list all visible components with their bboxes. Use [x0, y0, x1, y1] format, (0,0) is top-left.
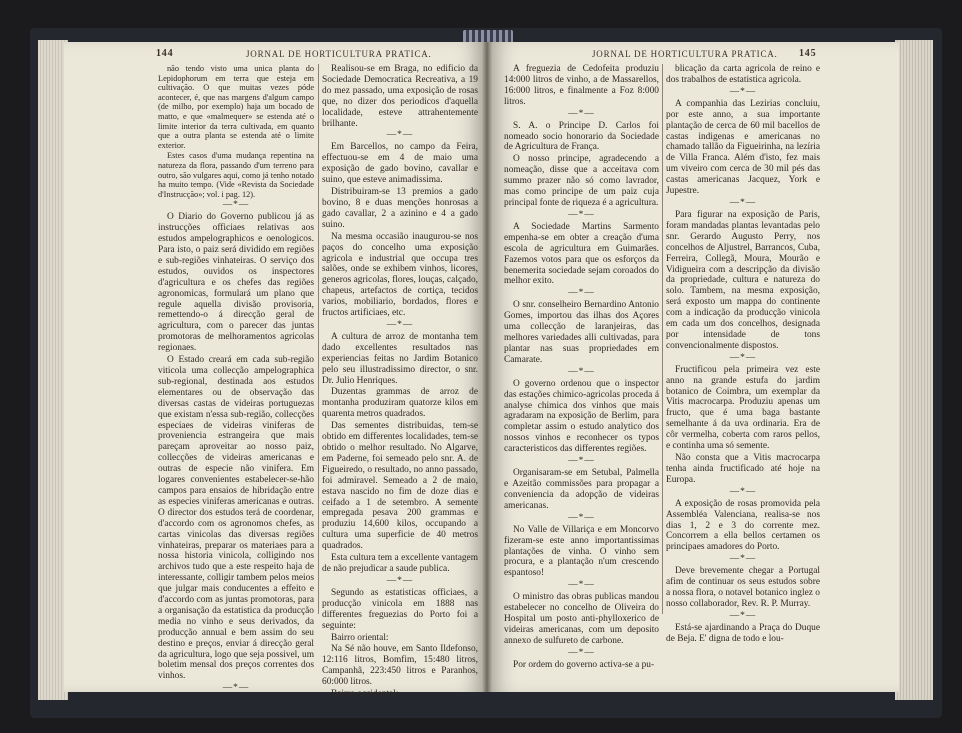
paragraph: Bairro oriental: [331, 632, 389, 643]
section-separator: —*— [729, 197, 757, 208]
paragraph: A exposição de rosas promovida pela Assembléa Valenciana, realisa-se nos dias 1, 2 e 3 do corrente mez. Concorrem a ella bellos certamen os principaes amadores do Porto. [666, 498, 820, 553]
paragraph: O nosso principe, agradecendo a nomeação, disse que a acceitava com summo prazer não só como lavrador, mas como principe de um paiz cuja principal fonte de riqueza é a agricultura. [504, 154, 659, 208]
paragraph: não tendo visto uma unica planta do Lepidophorum em terra que esteja em cultivação. O que muitas vezes póde acontecer, é, que nas margens d'algum campo (de milho, por exemplo) haja um bocado de matto, e que «malmequer» se estenda até o limite interior da terra cultivada, em quanto que a outra planta se estenda até o limite exterior. [158, 64, 314, 150]
left-page-column-1 [158, 64, 314, 694]
paragraph: Não consta que a Vitis macrocarpa tenha ainda fructificado até hoje na Europa. [666, 453, 820, 485]
right-page-edges [895, 40, 933, 700]
paragraph: Fructificou pela primeira vez este anno na grande estufa do jardim botanico de Coimbra, um exemplar da Vitis macrocarpa. Produziu apenas um fructo, que é uma baga bastante semelhante á da uva ordinaria. Era de côr vermelha, coberta com raros pellos, e continha uma só semente. [666, 364, 820, 452]
section-separator: —*— [568, 366, 595, 377]
section-separator: —*— [568, 512, 595, 523]
paragraph: Por ordem do governo activa-se a pu- [513, 659, 655, 670]
paragraph: Das sementes distribuidas, tem-se obtido em differentes localidades, tem-se obtido o melhor resultado. No Algarve, em Paderne, foi semeado pelo snr. A. de Figueiredo, o resultado, no anno passado, foi admiravel. Semeado a 2 de maio, estava nascido no fim de doze dias e ceifado a 1 de setembro. A semente empregada pesava 200 grammas e produziu 14,600 kilos, occupando a cultura uma superficie de 40 metros quadrados. [322, 421, 478, 552]
section-separator: —*— [568, 108, 595, 119]
section-separator: —*— [568, 456, 595, 467]
paragraph: Está-se ajardinando a Praça do Duque de Beja. E' digna de todo e lou- [666, 622, 820, 644]
paragraph: Em Barcellos, no campo da Feira, effectuou-se em 4 de maio uma exposição de gado bovino, cavallar e suino, que esteve animadissima. [322, 142, 478, 186]
paragraph: Segundo as estatisticas officiaes, a producção vinicola em 1888 nas differentes freguezias do Porto foi a seguinte: [322, 587, 478, 631]
paragraph: O Estado creará em cada sub-região viticola uma collecção ampelographica sub-regional, destinada aos estudos elementares ou de observação das diversas castas de videiras portuguezas que existam n'essa sub-região, collecções especiaes de videiras viniferas de proveniencia estrangeira que mais pareçam aproveitar ao nosso paiz, collecções de videiras americanas e outras de especie não vinifera. Em logares convenientes estabelecer-se-hão campos para ensaios de hibridação entre as especies viniferas americanas e outras. O director dos estudos terá de coordenar, d'accordo com os agronomos chefes, as cartas vinicolas das diversas regiões vinhateiras, preparar os materiaes para a nossa historia vinicola, colligindo nos archivos tudo que a este respeito haja de interessante, colligir tambem pelos meios que julgar mais conducentes a effeito e d'accordo com as juntas promotoras, para a organisação da estatistica da producção media no vinho e seus derivados, da producção annual e bem assim do seu destino e preços, enviar á direcção geral da agricultura, logo que seja possivel, um boletim mensal dos preços correntes dos vinhos. [158, 355, 314, 682]
section-separator: —*— [729, 554, 757, 565]
paragraph: O Diario do Governo publicou já as instrucções officiaes relativas aos estudos ampelographicos e oenologicos. Para isto, o paiz será dividido em regiões e sub-regiões vinhateiras. O serviço dos estudos, ouvidos os inspectores d'agricultura e os chefes das regiões agronomicas, formulará um plano que regule aquella divisão provisoria, remettendo-o á direcção geral de agricultura, com o parecer das juntas promotoras de melhoramentos agricolas regionaes. [158, 212, 314, 354]
paragraph: A Sociedade Martins Sarmento empenha-se em obter a creação d'uma escola de agricultura em Guimarães. Fazemos votos para que os esforços da benemerita sociedade sejam coroados do melhor exito. [504, 221, 659, 287]
section-separator: —*— [568, 288, 595, 299]
paragraph: blicação da carta agricola de reino e dos trabalhos de estatistica agricola. [666, 64, 820, 85]
paragraph: S. A. o Principe D. Carlos foi nomeado socio honorario da Sociedade de Agricultura de França. [504, 120, 659, 153]
section-separator: —*— [222, 683, 250, 694]
paragraph: Organisaram-se em Setubal, Palmella e Azeitão commissões para propagar a conveniencia da adopção de videiras americanas. [504, 468, 659, 511]
left-page-column-2 [322, 64, 478, 700]
section-separator: —*— [568, 647, 595, 658]
paragraph: Distribuiram-se 13 premios a gado bovino, 8 e duas menções honrosas a gado cavallar, 2 a azinino e 4 a gado suino. [322, 187, 478, 230]
paragraph: O ministro das obras publicas mandou estabelecer no concelho de Oliveira do Hospital um posto anti-phylloxerico de videiras americanas, com um deposito annexo de sulfureto de carbone. [504, 592, 659, 646]
right-running-title: JORNAL DE HORTICULTURA PRATICA. [592, 49, 778, 59]
left-column-rule [318, 64, 319, 614]
section-separator: —*— [729, 486, 757, 497]
section-separator: —*— [729, 86, 757, 97]
right-page-column-1 [504, 64, 659, 670]
paragraph: Deve brevemente chegar a Portugal afim de continuar os seus estudos sobre a nossa flora, o notavel botanico inglez o nosso collaborador, Rev. R. P. Murray. [666, 566, 820, 609]
section-separator: —*— [386, 130, 414, 141]
paragraph: Para figurar na exposição de Paris, foram mandadas plantas levantadas pelo snr. Gerardo Augusto Perry, nos concelhos de Aljustrel, Barrancos, Cuba, Ferreira, Collegã, Moura, Mourão e Vidigueira com a descripção da divisão da propriedade, cultura e natureza do solo. Tambem, na mesma exposição, será exposto um mappa do continente com a indicação da producção vinicola em cada um dos concelhos, designada por intensidade de tons convencionalmente dispostos. [666, 209, 820, 351]
paragraph: O governo ordenou que o inspector das estações chimico-agricolas proceda á analyse chimica dos vinhos que mais agradaram na exposição de Berlim, para completar assim o estudo analytico dos nossos vinhos e reconhecer os typos caracteristicos das differentes regiões. [504, 378, 659, 455]
right-page-number: 145 [799, 48, 817, 59]
paragraph: O snr. conselheiro Bernardino Antonio Gomes, importou das ilhas dos Açores uma collecção de laranjeiras, das melhores variedades alli cultivadas, para plantar nas suas propriedades em Camarate. [504, 300, 659, 365]
paragraph: No Valle de Villariça e em Moncorvo fizeram-se este anno importantissimas plantações de vinha. O vinho sem procura, e a plantação n'um crescendo espantoso! [504, 524, 659, 579]
section-separator: —*— [568, 580, 595, 591]
left-running-title: JORNAL DE HORTICULTURA PRATICA. [246, 49, 432, 59]
section-separator: —*— [386, 319, 414, 330]
paragraph: Bairro occidental: [331, 689, 399, 700]
section-separator: —*— [568, 209, 595, 220]
paragraph: Na Sé não houve, em Santo Ildefonso, 12:116 litros, Bomfim, 15:480 litros, Campanhã, 223:450 litros e Paranhos, 60:000 litros. [322, 644, 478, 688]
right-page-header [592, 48, 822, 62]
paragraph: A cultura de arroz de montanha tem dado excellentes resultados nas experiencias feitas no Jardim Botanico pelo seu illustradissimo director, o snr. Dr. Julio Henriques. [322, 331, 478, 386]
section-separator: —*— [729, 352, 757, 363]
left-page-number: 144 [156, 48, 174, 59]
paragraph: Realisou-se em Braga, no edificio da Sociedade Democratica Recreativa, a 19 do mez passado, uma exposição de rosas que, no dizer dos periodicos d'aquella localidade, esteve attrahentemente brilhante. [322, 64, 478, 129]
paragraph: A companhia das Lezirias concluiu, por este anno, a sua importante plantação de cerca de 60 mil bacellos de castas indigenas e americanas no chamado tallão da Figueirinha, na lezíria de Villa Franca. Além d'isto, fez mais um viveiro com cerca de 30 mil pés das castas americanas Jacquez, York e Jupestre. [666, 98, 820, 197]
paragraph: Na mesma occasião inaugurou-se nos paços do concelho uma exposição agricola e industrial que occupa tres salões, onde se exhibem vinhos, licores, generos agricolas, flores, louças, calçado, chapeus, artefactos de cortiça, tecidos varios, mobiliario, bordados, flores e fructos artificiaes, etc. [322, 231, 478, 319]
section-separator: —*— [386, 575, 414, 586]
paragraph: Estes casos d'uma mudança repentina na natureza da flora, passando d'um terreno para outro, são vulgares aqui, como já tenho notado ha muito tempo. (Vide «Revista da Sociedade d'Instrucção»; vol. i pag. 12). [158, 151, 314, 199]
book-gutter [482, 42, 492, 692]
left-page-header [156, 48, 476, 62]
section-separator: —*— [729, 610, 757, 621]
paragraph: A freguezia de Cedofeita produziu 14:000 litros de vinho, a de Massarellos, 16:000 litros, e finalmente a Foz 8:000 litros. [504, 64, 659, 107]
right-column-rule [662, 64, 663, 614]
right-page-column-2 [666, 64, 820, 644]
paragraph: Duzentas grammas de arroz de montanha produziram quatorze kilos em quarenta metros quadrados. [322, 387, 478, 420]
paragraph: Esta cultura tem a excellente vantagem de não prejudicar a saude publica. [322, 553, 478, 574]
section-separator: —*— [222, 200, 250, 211]
